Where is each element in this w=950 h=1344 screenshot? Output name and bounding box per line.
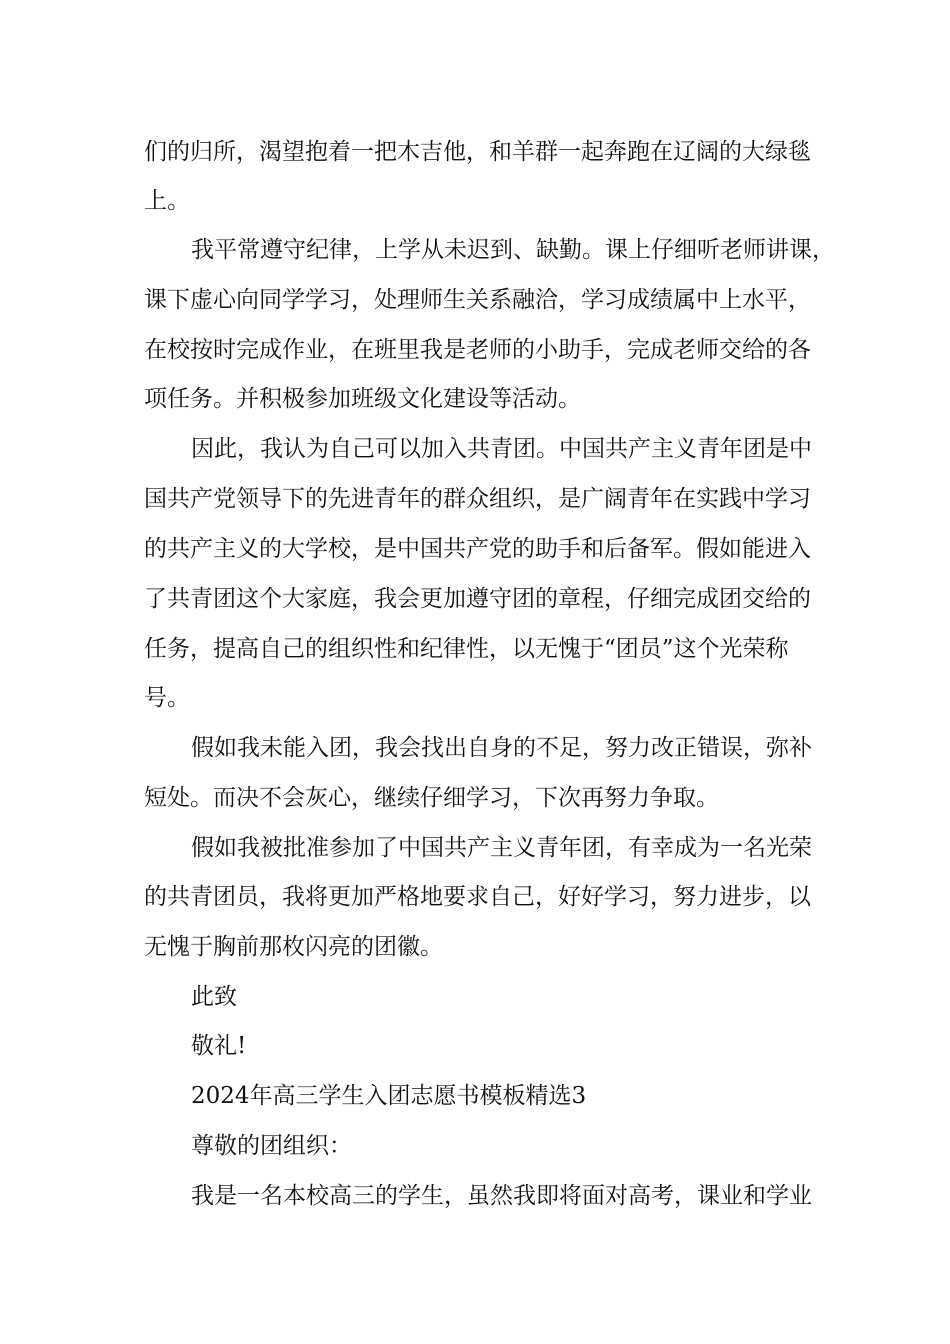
text-line: 号。 — [144, 685, 190, 711]
section-title: 2024年高三学生入团志愿书模板精选3 — [191, 1083, 587, 1109]
paragraph-start-line: 我是一名本校高三的学生，虽然我即将面对高考，课业和学业 — [191, 1183, 812, 1209]
text-line: 了共青团这个大家庭，我会更加遵守团的章程，仔细完成团交给的 — [144, 586, 811, 612]
text-line: 在校按时完成作业，在班里我是老师的小助手，完成老师交给的各 — [144, 337, 811, 363]
text-line: 任务，提高自己的组织性和纪律性，以无愧于“团员”这个光荣称 — [144, 636, 789, 662]
paragraph-start-line: 假如我被批准参加了中国共产主义青年团，有幸成为一名光荣 — [191, 835, 812, 861]
paragraph-start-line: 假如我未能入团，我会找出自身的不足，努力改正错误，弥补 — [191, 735, 812, 761]
text-line: 国共产党领导下的先进青年的群众组织，是广阔青年在实践中学习 — [144, 486, 811, 512]
text-line: 的共产主义的大学校，是中国共产党的助手和后备军。假如能进入 — [144, 536, 811, 562]
closing-salutation: 此致 — [191, 984, 237, 1010]
text-line: 上。 — [144, 188, 190, 214]
text-line: 短处。而决不会灰心，继续仔细学习，下次再努力争取。 — [144, 785, 719, 811]
text-line: 的共青团员，我将更加严格地要求自己，好好学习，努力进步，以 — [144, 884, 811, 910]
text-line: 课下虚心向同学学习，处理师生关系融洽，学习成绩属中上水平， — [144, 287, 811, 313]
text-line: 们的归所，渴望抱着一把木吉他，和羊群一起奔跑在辽阔的大绿毯 — [144, 139, 811, 165]
greeting: 尊敬的团组织： — [191, 1133, 352, 1159]
paragraph-start-line: 我平常遵守纪律，上学从未迟到、缺勤。课上仔细听老师讲课， — [191, 237, 835, 263]
text-line: 项任务。并积极参加班级文化建设等活动。 — [144, 386, 581, 412]
closing-regards: 敬礼! — [191, 1033, 247, 1059]
paragraph-start-line: 因此，我认为自己可以加入共青团。中国共产主义青年团是中 — [191, 436, 812, 462]
text-line: 无愧于胸前那枚闪亮的团徽。 — [144, 934, 443, 960]
